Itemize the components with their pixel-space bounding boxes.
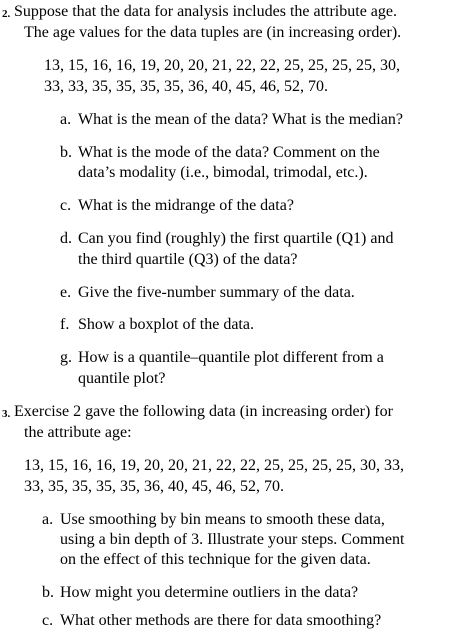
problem-2-item-b-label: b.: [60, 144, 72, 161]
problem-2-data-line1: 13, 15, 16, 16, 19, 20, 20, 21, 22, 22, 25, 25, 25, 25, 30,: [44, 57, 400, 74]
problem-3-item-a-text-line2: using a bin depth of 3. Illustrate your steps. Comment: [60, 531, 405, 548]
problem-3-item-b-label: b.: [42, 584, 54, 601]
problem-2-item-g-label: g.: [60, 349, 72, 366]
problem-2-item-e-text: Give the five-number summary of the data.: [78, 284, 355, 301]
problem-2-item-b-text-line1: What is the mode of the data? Comment on the: [78, 144, 380, 161]
problem-2-item-g-text-line2: quantile plot?: [78, 370, 166, 387]
problem-2-intro-line2: The age values for the data tuples are (in increasing order).: [24, 24, 402, 41]
problem-3-item-b-text: How might you determine outliers in the data?: [60, 584, 359, 601]
problem-2-item-d-text-line1: Can you find (roughly) the first quartile (Q1) and: [78, 230, 394, 247]
problem-2-item-d-label: d.: [60, 230, 72, 247]
problem-2-intro-line1: Suppose that the data for analysis includes the attribute age.: [14, 3, 397, 20]
problem-3-data-line2: 33, 35, 35, 35, 35, 36, 40, 45, 46, 52, 70.: [24, 478, 284, 495]
problem-2-item-e-label: e.: [60, 284, 72, 301]
problem-2-item-a-text: What is the mean of the data? What is the median?: [78, 111, 403, 128]
problem-3-item-a-label: a.: [42, 511, 54, 528]
problem-2-item-d-text-line2: the third quartile (Q3) of the data?: [78, 251, 298, 268]
problem-2-item-g-text-line1: How is a quantile–quantile plot different from a: [78, 349, 384, 366]
problem-3-item-a-text-line3: on the effect of this technique for the given data.: [60, 551, 371, 568]
problem-3-item-c-text: What other methods are there for data smoothing?: [60, 612, 382, 629]
problem-3-intro-line2: the attribute age:: [24, 424, 132, 441]
problem-2-item-f-text: Show a boxplot of the data.: [78, 316, 254, 333]
problem-2-number: 2.: [2, 8, 11, 20]
problem-3-intro-line1: Exercise 2 gave the following data (in increasing order) for: [14, 403, 393, 420]
problem-2-item-b-text-line2: data’s modality (i.e., bimodal, trimodal, etc.).: [78, 164, 368, 181]
problem-2-item-c-text: What is the midrange of the data?: [78, 197, 294, 214]
problem-2-item-f-label: f.: [60, 316, 70, 333]
problem-2-item-a-label: a.: [60, 111, 72, 128]
problem-2-item-c-label: c.: [60, 197, 72, 214]
problem-3-data-line1: 13, 15, 16, 16, 19, 20, 20, 21, 22, 22, 25, 25, 25, 25, 30, 33,: [24, 457, 404, 474]
problem-2-data-line2: 33, 33, 35, 35, 35, 35, 36, 40, 45, 46, 52, 70.: [44, 78, 328, 95]
problem-3-item-c-label: c.: [42, 612, 54, 629]
problem-3-number: 3.: [2, 408, 11, 420]
problem-3-item-a-text-line1: Use smoothing by bin means to smooth these data,: [60, 511, 385, 528]
